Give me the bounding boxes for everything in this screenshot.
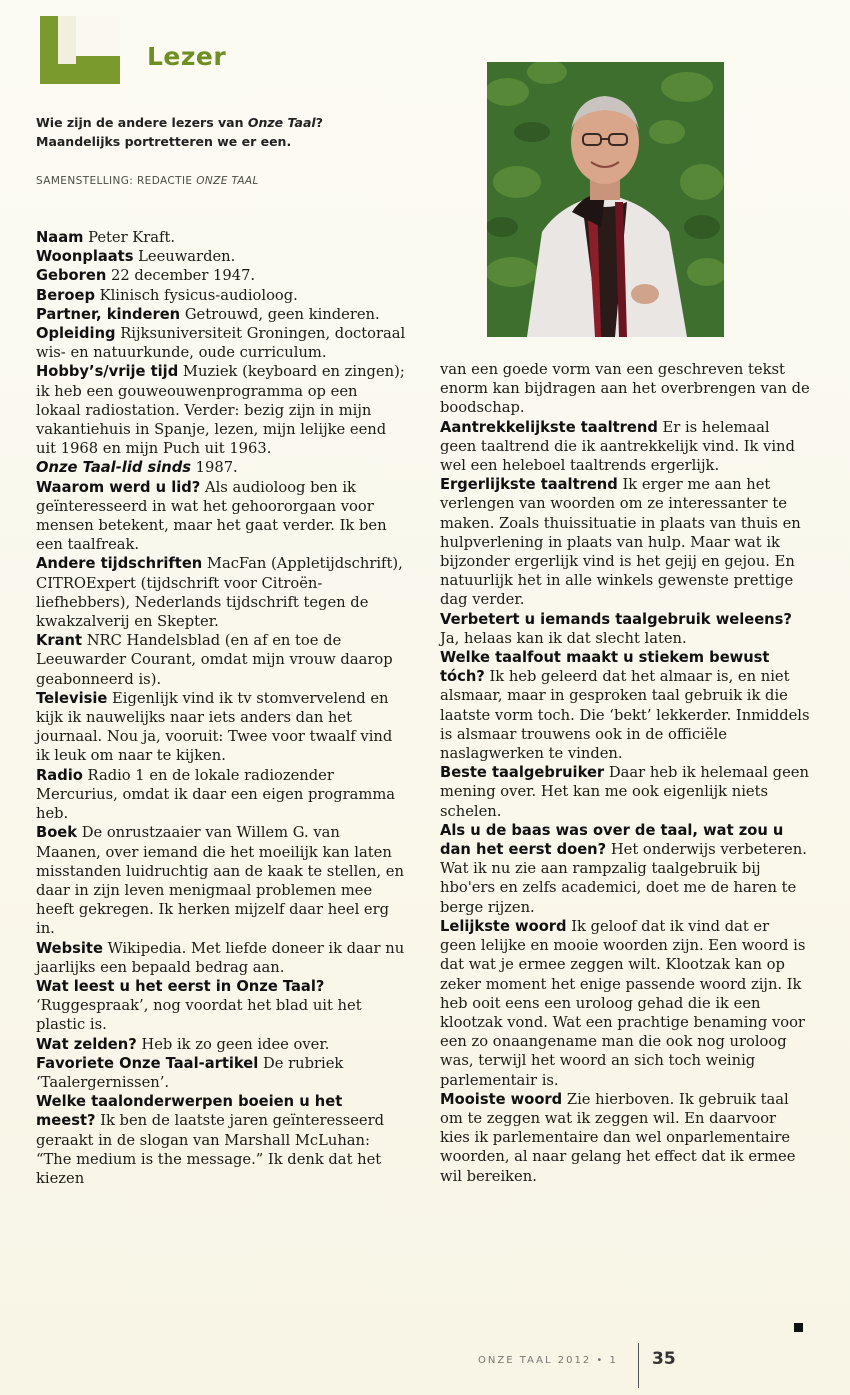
entry-boss-of-language: Als u de baas was over de taal, wat zou u dan het eerst doen? Het onderwijs verbeteren. Wat ik nu zie aan rampzalig taalgebruik bij hbo'ers en zelfs academici, doet me de haren te berge rijzen.	[440, 821, 807, 916]
page-number: 35	[652, 1349, 676, 1369]
entry-most-beautiful-word: Mooiste woord Zie hierboven. Ik gebruik taal om te zeggen wat ik zeggen wil. En daarvoor kies ik parlementaire dan wel onparlementaire woorden, al naar gelang het effect dat ik ermee wil bereiken.	[440, 1090, 796, 1185]
credits-prefix: SAMENSTELLING: REDACTIE	[36, 175, 197, 187]
entry-annoying-trend: Ergerlijkste taaltrend Ik erger me aan het verlengen van woorden om ze interessanter te maken. Zoals thuissituatie in plaats van thuis en hulpverlening in plaats van hulp. Maar wat ik bijzonder ergerlijk vind is het gejij en gejou. En natuurlijk het in alle winkels gewenste prettige dag verder.	[440, 476, 801, 609]
intro-text	[36, 113, 396, 151]
entry-why-member: Waarom werd u lid? Als audioloog ben ik geïnteresseerd in wat het gehoororgaan voor mensen betekent, maar het gaat verder. Ik ben een taalfreak.	[36, 478, 387, 554]
footer-magazine: ONZE TAAL 2012 • 1	[478, 1355, 618, 1366]
left-column	[36, 228, 406, 1188]
entry-hobbies: Hobby’s/vrije tijd Muziek (keyboard en zingen); ik heb een gouweouwenprogramma op een lokaal radiostation. Verder: bezig zijn in mijn vakantiehuis in Spanje, lezen, mijn lelijke eend uit 1968 en mijn Puch uit 1963.	[36, 363, 405, 458]
entry-born: Geboren 22 december 1947.	[36, 267, 256, 285]
entry-television: Televisie Eigenlijk vind ik tv stomvervelend en kijk ik nauwelijks naar iets anders dan het journaal. Nou ja, vooruit: Twee voor twaalf vind ik leuk om naar te kijken.	[36, 689, 393, 765]
entry-best-user: Beste taalgebruiker Daar heb ik helemaal geen mening over. Het kan me ook eigenlijk niets schelen.	[440, 764, 809, 820]
entry-rarely: Wat zelden? Heb ik zo geen idee over.	[36, 1035, 330, 1053]
intro-line1-a: Wie zijn de andere lezers van	[36, 115, 248, 130]
intro-line1-magazine: Onze Taal	[247, 115, 316, 130]
entry-language-topics: Welke taalonderwerpen boeien u het meest? Ik ben de laatste jaren geïnteresseerd geraakt in de slogan van Marshall McLuhan: “The medium is the message.” Ik denk dat het kiezen	[36, 1093, 385, 1187]
credits-magazine: ONZE TAAL	[196, 175, 259, 187]
right-column	[440, 360, 810, 1186]
entry-profession: Beroep Klinisch fysicus-audioloog.	[36, 286, 298, 304]
credits-line	[36, 175, 259, 187]
entry-favorite-article: Favoriete Onze Taal-artikel De rubriek ‘Taalergernissen’.	[36, 1054, 344, 1091]
entry-website: Website Wikipedia. Met liefde doneer ik daar nu jaarlijks een bepaald bedrag aan.	[36, 939, 405, 976]
section-logo	[40, 16, 120, 84]
entry-continuation: van een goede vorm van een geschreven tekst enorm kan bijdragen aan het overbrengen van de boodschap.	[440, 361, 810, 417]
entry-partner: Partner, kinderen Getrouwd, geen kinderen.	[36, 305, 380, 323]
entry-attractive-trend: Aantrekkelijkste taaltrend Er is helemaal geen taaltrend die ik aantrekkelijk vind. Ik vind wel een heleboel taaltrends ergerlijk.	[440, 418, 795, 475]
intro-line2: Maandelijks portretteren we er een.	[36, 134, 292, 149]
entry-member-since: Onze Taal-lid sinds 1987.	[36, 459, 238, 477]
entry-residence: Woonplaats Leeuwarden.	[36, 248, 236, 266]
footer-divider	[638, 1343, 639, 1388]
entry-radio: Radio Radio 1 en de lokale radiozender Mercurius, omdat ik daar een eigen programma heb.	[36, 766, 396, 823]
end-of-article-mark	[794, 1323, 803, 1332]
entry-other-magazines: Andere tijdschriften MacFan (Appletijdschrift), CITROExpert (tijdschrift voor Citroën-liefhebbers), Nederlands tijdschrift tegen de kwakzalverij en Skepter.	[36, 555, 403, 631]
entry-read-first: Wat leest u het eerst in Onze Taal? ‘Ruggespraak’, nog voordat het blad uit het plastic is.	[36, 977, 362, 1034]
entry-book: Boek De onrustzaaier van Willem G. van Maanen, over iemand die het moeilijk kan laten misstanden luidruchtig aan de kaak te stellen, en daar in zijn leven menigmaal problemen mee heeft gekregen. Ik herken mijzelf daar heel erg in.	[36, 824, 404, 938]
entry-name: Naam Peter Kraft.	[36, 229, 176, 246]
intro-line1-c: ?	[315, 115, 323, 130]
portrait-photo	[487, 62, 724, 337]
entry-education: Opleiding Rijksuniversiteit Groningen, doctoraal wis- en natuurkunde, oude curriculum.	[36, 325, 406, 362]
entry-correct-others: Verbetert u iemands taalgebruik weleens? Ja, helaas kan ik dat slecht laten.	[440, 610, 792, 647]
entry-ugliest-word: Lelijkste woord Ik geloof dat ik vind dat er geen lelijke en mooie woorden zijn. Een woord is dat wat je ermee zeggen wilt. Klootzak kan op zeker moment het enige passende woord zijn. Ik heb ooit eens een uroloog gehad die ik een klootzak vond. Wat een prachtige benaming voor een zo onaangename man die ook nog uroloog was, terwijl het woord an sich toch weinig parlementair is.	[440, 917, 806, 1089]
section-title: Lezer	[147, 42, 227, 71]
entry-newspaper: Krant NRC Handelsblad (en af en toe de Leeuwarder Courant, omdat mijn vrouw daarop geabonneerd is).	[36, 632, 393, 688]
entry-secret-mistake: Welke taalfout maakt u stiekem bewust tóch? Ik heb geleerd dat het almaar is, en niet alsmaar, maar in gesproken taal gebruik ik die laatste vorm toch. Die ‘bekt’ lekkerder. Inmiddels is alsmaar trouwens ook in de officiële naslagwerken te vinden.	[440, 649, 810, 763]
